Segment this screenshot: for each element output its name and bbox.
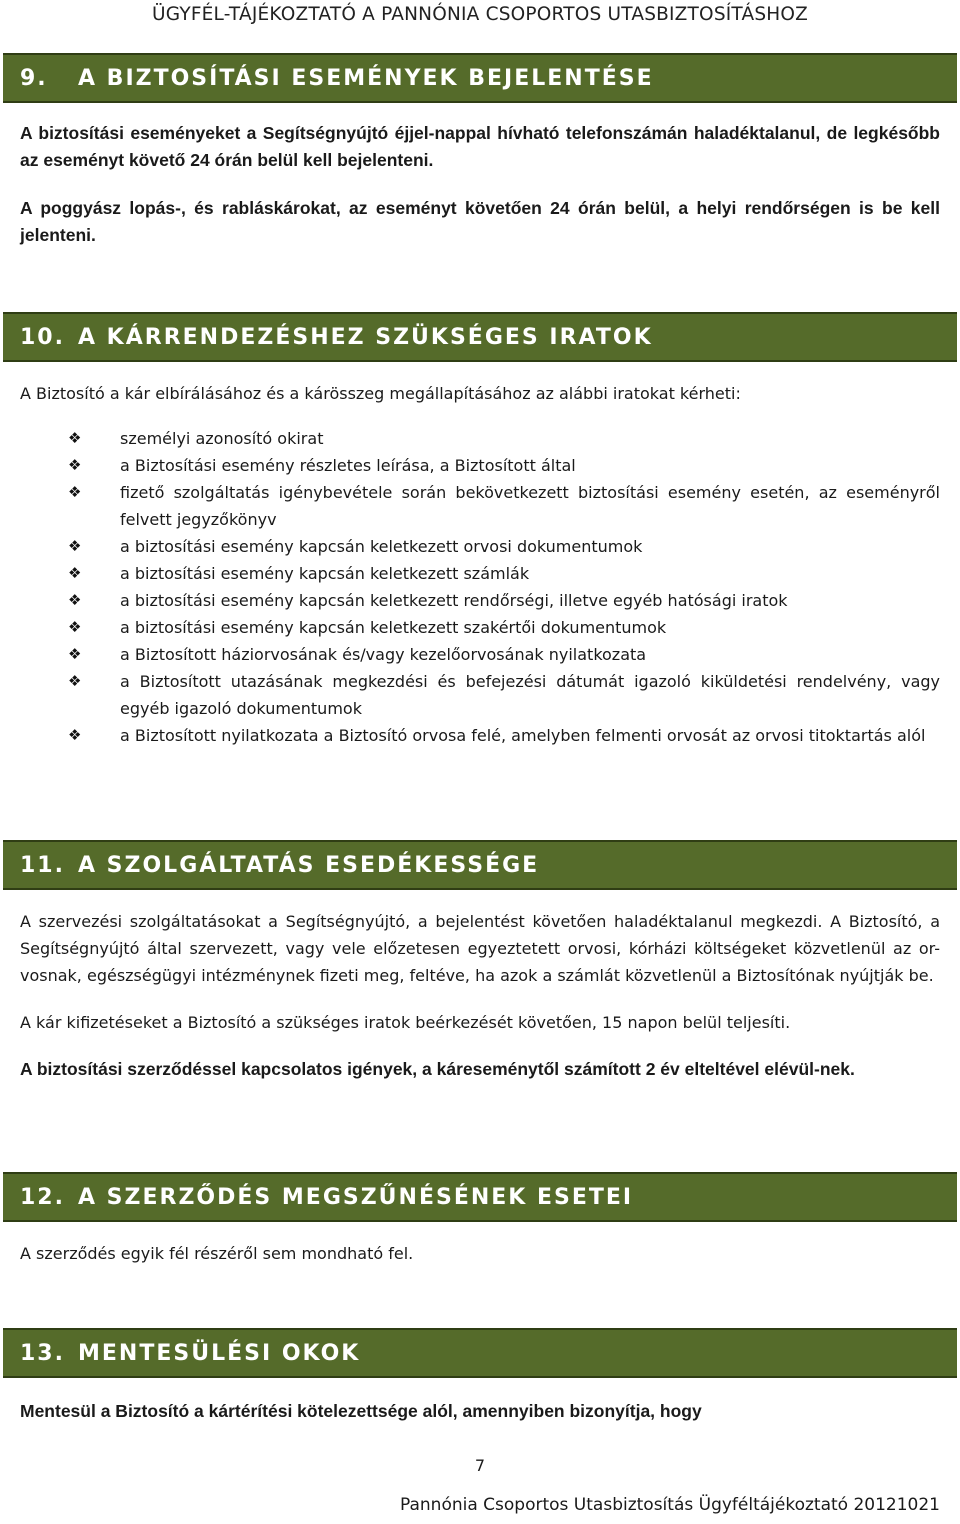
section-title: A KÁRRENDEZÉSHEZ SZÜKSÉGES IRATOK xyxy=(78,324,653,350)
section-11-paragraph-3: A biztosítási szerződéssel kapcsolatos igények, a káreseménytől számított 2 év elteltével elévül-nek. xyxy=(20,1059,855,1079)
section-11-heading xyxy=(3,840,957,890)
list-item: ❖ a biztosítási esemény kapcsán keletkezett orvosi dokumentumok xyxy=(0,533,940,560)
diamond-bullet-icon: ❖ xyxy=(68,429,82,447)
section-number: 10. xyxy=(20,324,65,350)
list-item: ❖ a Biztosított nyilatkozata a Biztosító orvosa felé, amelyben felmenti orvosát az orvosi titoktartás alól xyxy=(0,722,940,749)
diamond-bullet-icon: ❖ xyxy=(68,483,82,501)
list-item: ❖ a Biztosítási esemény részletes leírása, a Biztosított által xyxy=(0,452,940,479)
section-12-paragraph: A szerződés egyik fél részéről sem mondható fel. xyxy=(20,1244,414,1263)
diamond-bullet-icon: ❖ xyxy=(68,456,82,474)
section-9-heading xyxy=(3,53,957,103)
required-documents-list xyxy=(0,425,960,749)
list-item: ❖ a biztosítási esemény kapcsán keletkezett számlák xyxy=(0,560,940,587)
section-title: MENTESÜLÉSI OKOK xyxy=(78,1340,361,1366)
diamond-bullet-icon: ❖ xyxy=(68,537,82,555)
section-13-heading xyxy=(3,1328,957,1378)
list-item: ❖ fizető szolgáltatás igénybevétele során bekövetkezett biztosítási esemény esetén, az eseményről felvett jegyzőkönyv xyxy=(0,479,940,533)
list-item: ❖ a Biztosított háziorvosának és/vagy kezelőorvosának nyilatkozata xyxy=(0,641,940,668)
section-13-paragraph: Mentesül a Biztosító a kártérítési kötelezettsége alól, amennyiben bizonyítja, hogy xyxy=(20,1401,702,1421)
section-11-paragraph-2: A kár kifizetéseket a Biztosító a szükséges iratok beérkezését követően, 15 napon belül teljesíti. xyxy=(20,1013,791,1032)
section-12-heading xyxy=(3,1172,957,1222)
list-item: ❖ a biztosítási esemény kapcsán keletkezett szakértői dokumentumok xyxy=(0,614,940,641)
section-number: 13. xyxy=(20,1340,65,1366)
diamond-bullet-icon: ❖ xyxy=(68,564,82,582)
section-10-heading xyxy=(3,312,957,362)
page-number: 7 xyxy=(474,1456,486,1475)
section-number: 12. xyxy=(20,1184,65,1210)
diamond-bullet-icon: ❖ xyxy=(68,672,82,690)
section-title: A SZOLGÁLTATÁS ESEDÉKESSÉGE xyxy=(78,852,540,878)
section-11-paragraph-1: A szervezési szolgáltatásokat a Segítségnyújtó, a bejelentést követően haladéktalanul megkezdi. A Biztosító, a Segítségnyújtó által szervezett, vagy vele előzetesen egyeztetett orvosi, kórházi költségeket közvetlenül az or-vosnak, egészségügyi intézménynek fizeti meg, feltéve, ha azok a számlát közvetlenül a Biztosítónak nyújtják be. xyxy=(20,912,940,985)
section-9-paragraph-2: A poggyász lopás-, és rabláskárokat, az eseményt követően 24 órán belül, a helyi rendőrségen is be kell jelenteni. xyxy=(20,198,940,245)
list-item: ❖ a biztosítási esemény kapcsán keletkezett rendőrségi, illetve egyéb hatósági iratok xyxy=(0,587,940,614)
list-item: ❖ személyi azonosító okirat xyxy=(0,425,940,452)
page-header: ÜGYFÉL-TÁJÉKOZTATÓ A PANNÓNIA CSOPORTOS UTASBIZTOSÍTÁSHOZ xyxy=(151,4,809,25)
page-footer: Pannónia Csoportos Utasbiztosítás Ügyféltájékoztató 20121021 xyxy=(400,1495,940,1515)
section-9-paragraph-1: A biztosítási eseményeket a Segítségnyújtó éjjel-nappal hívható telefonszámán haladéktalanul, de legkésőbb az eseményt követő 24 órán belül kell bejelenteni. xyxy=(20,123,940,170)
section-number: 9. xyxy=(20,65,48,91)
diamond-bullet-icon: ❖ xyxy=(68,645,82,663)
diamond-bullet-icon: ❖ xyxy=(68,591,82,609)
section-10-intro: A Biztosító a kár elbírálásához és a kárösszeg megállapításához az alábbi iratokat kérheti: xyxy=(20,384,741,403)
section-number: 11. xyxy=(20,852,65,878)
diamond-bullet-icon: ❖ xyxy=(68,618,82,636)
section-title: A SZERZŐDÉS MEGSZŰNÉSÉNEK ESETEI xyxy=(78,1184,634,1210)
section-title: A BIZTOSÍTÁSI ESEMÉNYEK BEJELENTÉSE xyxy=(78,65,654,91)
diamond-bullet-icon: ❖ xyxy=(68,726,82,744)
list-item: ❖ a Biztosított utazásának megkezdési és befejezési dátumát igazoló kiküldetési rendelvény, vagy egyéb igazoló dokumentumok xyxy=(0,668,940,722)
